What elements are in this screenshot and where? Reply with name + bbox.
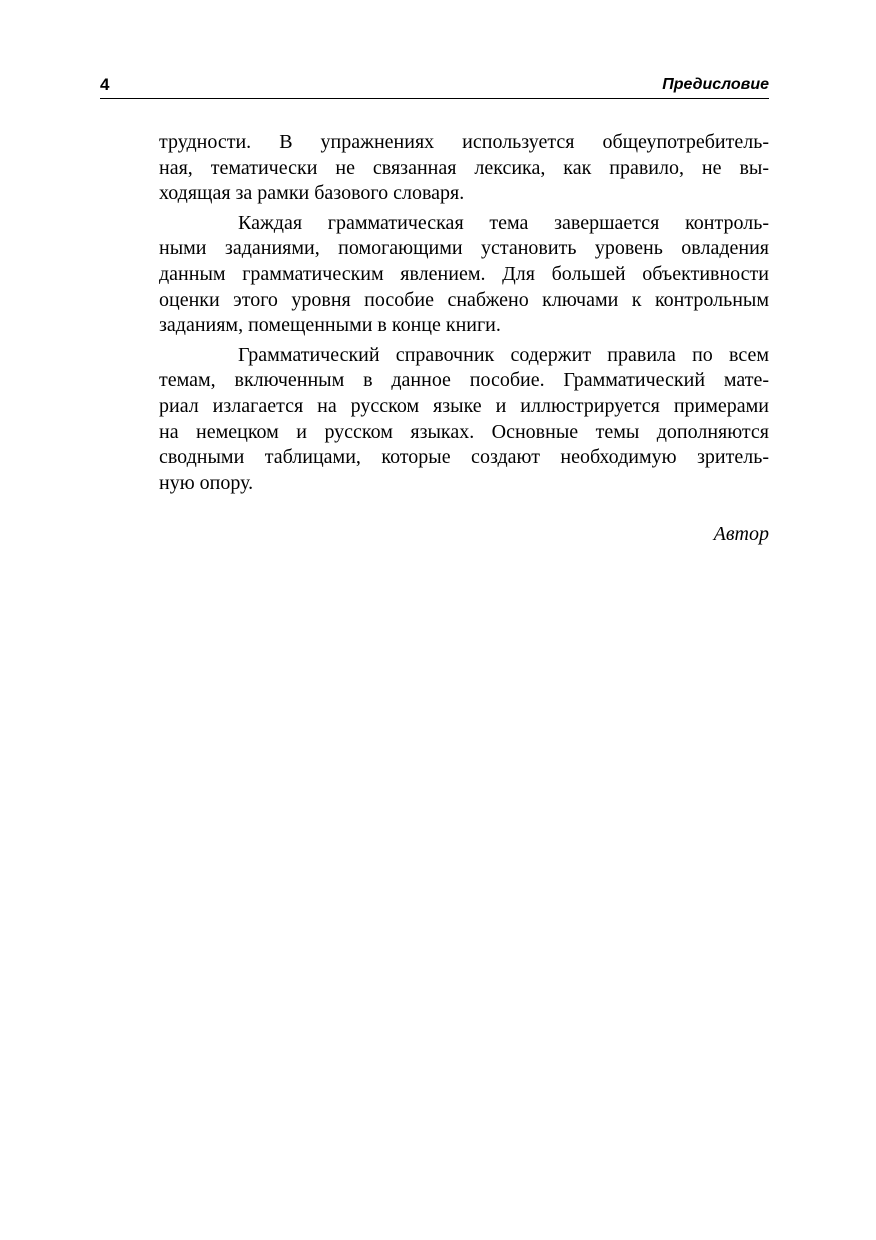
body-text <box>159 130 769 500</box>
paragraph-line: данным грамматическим явлением. Для большей объективности <box>159 262 769 285</box>
paragraph-line: заданиям, помещенными в конце книги. <box>159 314 501 337</box>
author-signature: Автор <box>713 523 769 545</box>
paragraph-line: ная, тематически не связанная лексика, как правило, не вы- <box>159 156 769 179</box>
paragraph-line: риал излагается на русском языке и иллюстрируется примерами <box>159 394 769 417</box>
paragraph-line: на немецком и русском языках. Основные темы дополняются <box>159 420 769 443</box>
paragraph-line: сводными таблицами, которые создают необходимую зритель- <box>159 446 769 469</box>
paragraph-line: темам, включенным в данное пособие. Грамматический мате- <box>159 369 769 392</box>
paragraph-line: Грамматический справочник содержит правила по всем <box>238 343 769 366</box>
paragraph-line: трудности. В упражнениях используется общеупотребитель- <box>159 131 769 153</box>
paragraph-2 <box>159 211 769 339</box>
paragraph-line: Каждая грамматическая тема завершается контроль- <box>238 211 769 234</box>
running-title: Предисловие <box>662 76 769 93</box>
paragraph-line: ходящая за рамки базового словаря. <box>159 182 465 205</box>
paragraph-line: ными заданиями, помогающими установить уровень овладения <box>159 237 769 260</box>
page-header <box>100 74 769 99</box>
paragraph-3 <box>159 343 769 497</box>
paragraph-line: ную опору. <box>159 471 254 494</box>
paragraph-1 <box>159 130 769 207</box>
page-number: 4 <box>100 75 110 94</box>
paragraph-line: оценки этого уровня пособие снабжено ключами к контрольным <box>159 288 769 311</box>
